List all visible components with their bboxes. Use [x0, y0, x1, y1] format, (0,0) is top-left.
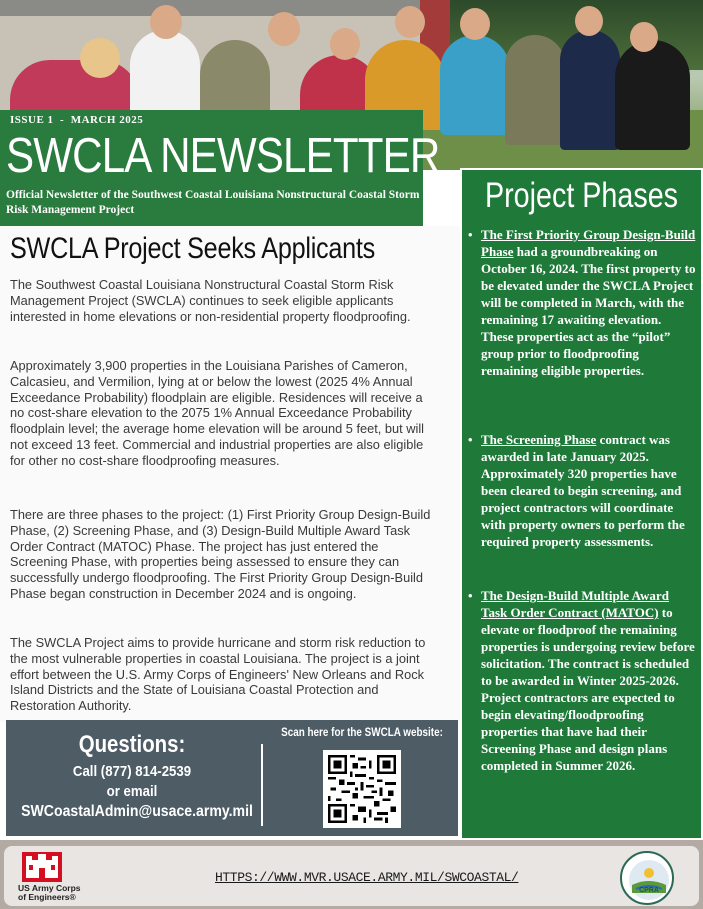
qr-code-icon: [328, 755, 396, 823]
phase-item: [468, 431, 696, 550]
questions-title: Questions:: [78, 731, 186, 758]
newsletter-title: SWCLA NEWSLETTER: [6, 129, 440, 183]
article-paragraph: The SWCLA Project aims to provide hurricane and storm risk reduction to the most vulnerable properties in coastal Louisiana. The project is a joint effort between the U.S. Army Corps of Engineers' New Orleans and Rock Island Districts and the State of Louisiana Coastal Protection and Restoration Authority.: [10, 635, 426, 714]
scan-label: Scan here for the SWCLA website:: [281, 727, 443, 739]
phase-name: The First Priority Group Design-Build Phase: [481, 227, 696, 259]
phase-item: [468, 226, 696, 379]
bullet-icon: •: [468, 227, 473, 242]
contact-divider: [261, 744, 263, 826]
phase-text: to elevate or floodproof the remaining properties is undergoing review before solicitation. The contract is scheduled to be awarded in Winter 2025-2026. Project contractors are expected to begin elevating/floodproofing properties that have had their Screening Phase and design plans completed in Summer 2026.: [481, 605, 695, 773]
cpra-label: CPRA: [639, 887, 659, 894]
usace-name: US Army Corps of Engineers®: [18, 883, 81, 902]
usace-castle-logo-icon: [22, 852, 62, 882]
bullet-icon: •: [468, 588, 473, 603]
phase-name: The Screening Phase: [481, 432, 597, 447]
article-paragraph: Approximately 3,900 properties in the Louisiana Parishes of Cameron, Calcasieu, and Vermilion, lying at or below the lowest (2025 4% Annual Exceedance Probability) floodplain are eligible. Residences will receive a no cost-share elevation to the 2075 1% Annual Exceedance Probability floodplain level; the average home elevation will be around 5 feet, but will not exceed 13 feet. Commercial and industrial properties are also eligible for other no cost-share floodproofing measures.: [10, 358, 425, 468]
article-headline: SWCLA Project Seeks Applicants: [10, 232, 376, 265]
issue-label: ISSUE 1 - MARCH 2025: [10, 114, 144, 126]
newsletter-subtitle: Official Newsletter of the Southwest Coastal Louisiana Nonstructural Coastal Storm Risk Management Project: [6, 189, 420, 216]
contact-phone[interactable]: Call (877) 814-2539: [72, 763, 192, 780]
contact-or: or email: [106, 783, 158, 800]
phase-item: [468, 587, 696, 774]
bullet-icon: •: [468, 432, 473, 447]
phase-text: had a groundbreaking on October 16, 2024. The first property to be elevated under the SWCLA Project will be completed in March, with the remaining 17 awaiting elevation. These properties act as the “pilot” group prior to floodproofing remaining eligible properties.: [481, 244, 696, 378]
contact-email[interactable]: SWCoastalAdmin@usace.army.mil: [21, 803, 253, 820]
phases-title: Project Phases: [484, 176, 679, 215]
article-paragraph: The Southwest Coastal Louisiana Nonstructural Coastal Storm Risk Management Project (SWCLA) continues to seek eligible applicants interested in home elevations or non-residential property floodproofing.: [10, 277, 411, 324]
website-link[interactable]: HTTPS://WWW.MVR.USACE.ARMY.MIL/SWCOASTAL/: [215, 870, 519, 885]
phase-text: contract was awarded in late January 2025. Approximately 320 properties have been cleared to begin screening, and project contractors will coordinate with property owners to perform the required property assessments.: [481, 432, 685, 549]
cpra-seal: [620, 851, 674, 905]
article-paragraph: There are three phases to the project: (1) First Priority Group Design-Build Phase, (2) Screening Phase, and (3) Design-Build Multiple Award Task Order Contract (MATOC) Phase. The project has just entered the Screening Phase, with properties being assessed to ensure they can successfully undergo floodproofing. The First Priority Group Design-Build Phase began construction in December 2024 and is ongoing.: [10, 507, 431, 601]
qr-code[interactable]: [323, 750, 401, 828]
phase-name: The Design-Build Multiple Award Task Order Contract (MATOC): [481, 588, 669, 620]
